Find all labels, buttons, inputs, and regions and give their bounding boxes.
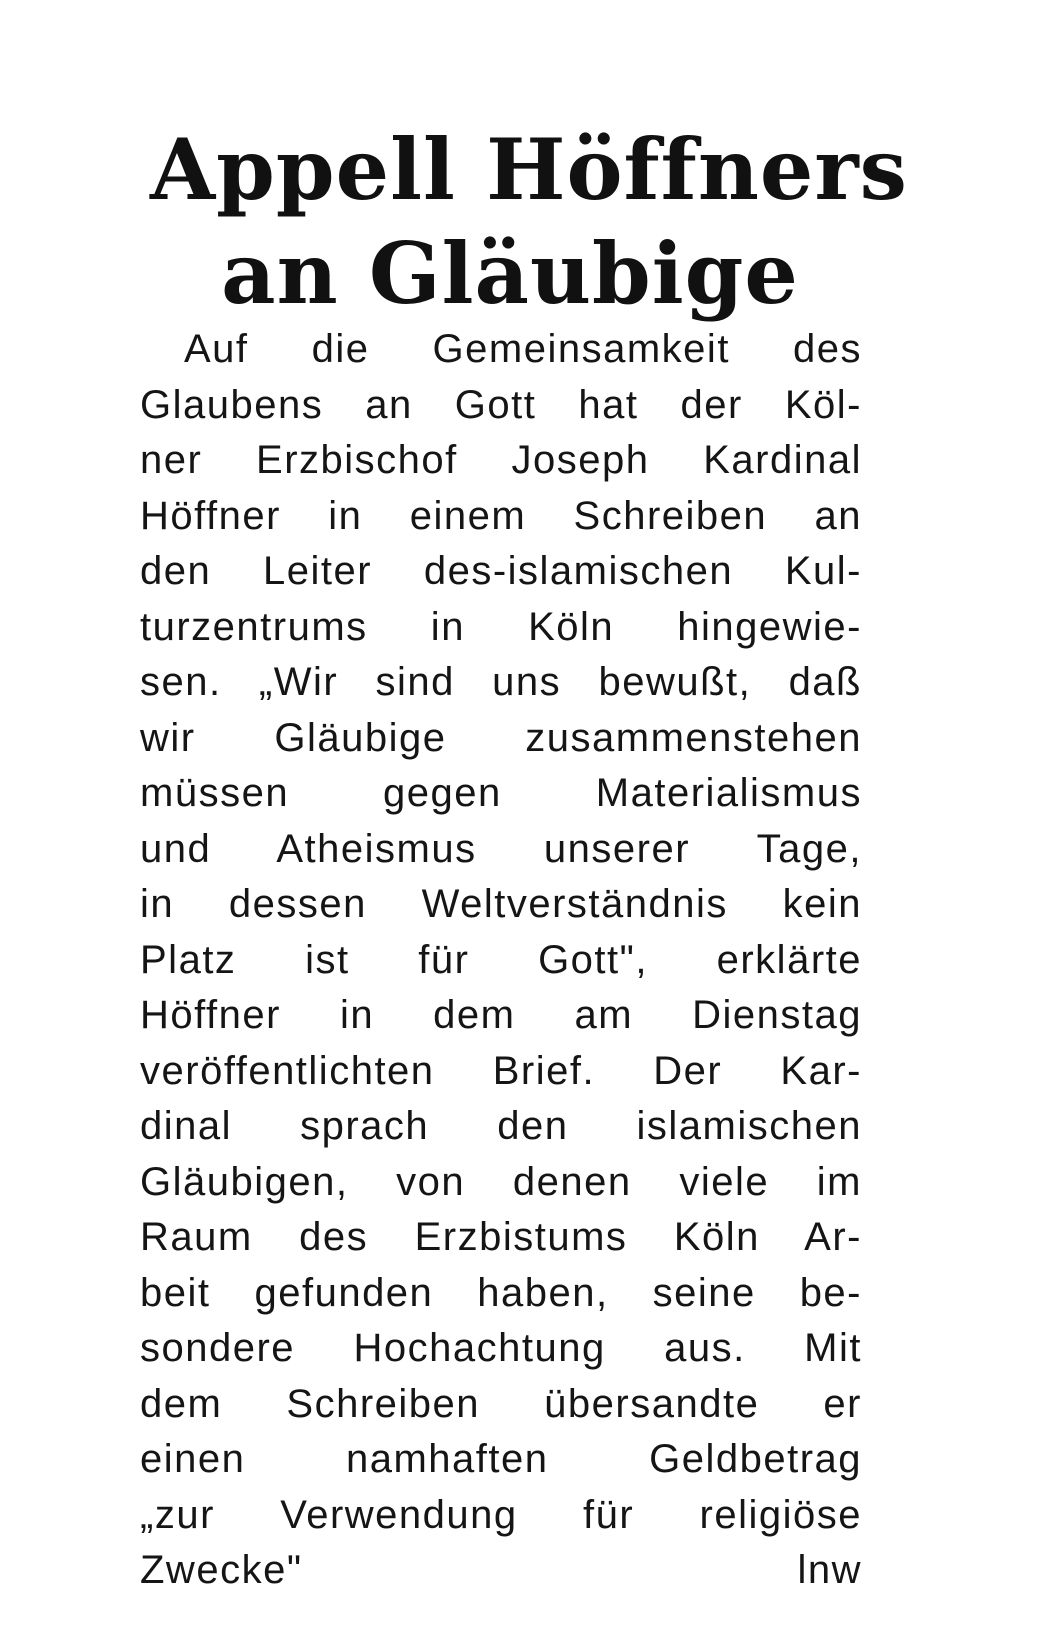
body-line: beit gefunden haben, seine be- bbox=[140, 1270, 862, 1315]
body-line: und Atheismus unserer Tage, bbox=[140, 826, 862, 871]
author-signature: lnw bbox=[797, 1548, 862, 1592]
article-body bbox=[140, 322, 862, 1599]
body-line: sen. „Wir sind uns bewußt, daß bbox=[140, 660, 862, 704]
body-line: dem Schreiben übersandte er bbox=[140, 1381, 862, 1426]
body-line: Platz ist für Gott", erklärte bbox=[140, 937, 862, 982]
body-line: einen namhaften Geldbetrag bbox=[140, 1437, 862, 1481]
article-headline bbox=[150, 118, 908, 326]
body-line: „zur Verwendung für religiöse bbox=[140, 1492, 862, 1537]
body-line: veröffentlichten Brief. Der Kar- bbox=[140, 1048, 862, 1093]
body-line: Auf die Gemeinsamkeit des bbox=[184, 327, 862, 371]
body-line: wir Gläubige zusammenstehen bbox=[140, 715, 862, 760]
body-line-end: Zwecke" bbox=[140, 1548, 303, 1592]
body-line: müssen gegen Materialismus bbox=[140, 771, 862, 815]
headline-line-1: Appell Höffners bbox=[150, 120, 908, 219]
body-line: turzentrums in Köln hingewie- bbox=[140, 604, 862, 649]
body-line: ner Erzbischof Joseph Kardinal bbox=[140, 438, 862, 482]
body-last-line bbox=[140, 1543, 862, 1599]
body-line: Raum des Erzbistums Köln Ar- bbox=[140, 1215, 862, 1259]
body-line: Glaubens an Gott hat der Köl- bbox=[140, 382, 862, 427]
body-line: den Leiter des-islamischen Kul- bbox=[140, 549, 862, 593]
body-line: sondere Hochachtung aus. Mit bbox=[140, 1326, 862, 1370]
body-line: dinal sprach den islamischen bbox=[140, 1104, 862, 1148]
body-line: Höffner in einem Schreiben an bbox=[140, 493, 862, 538]
body-line: Gläubigen, von denen viele im bbox=[140, 1159, 862, 1204]
body-line: in dessen Weltverständnis kein bbox=[140, 882, 862, 926]
body-line: Höffner in dem am Dienstag bbox=[140, 993, 862, 1037]
headline-line-2: an Gläubige bbox=[221, 224, 799, 323]
